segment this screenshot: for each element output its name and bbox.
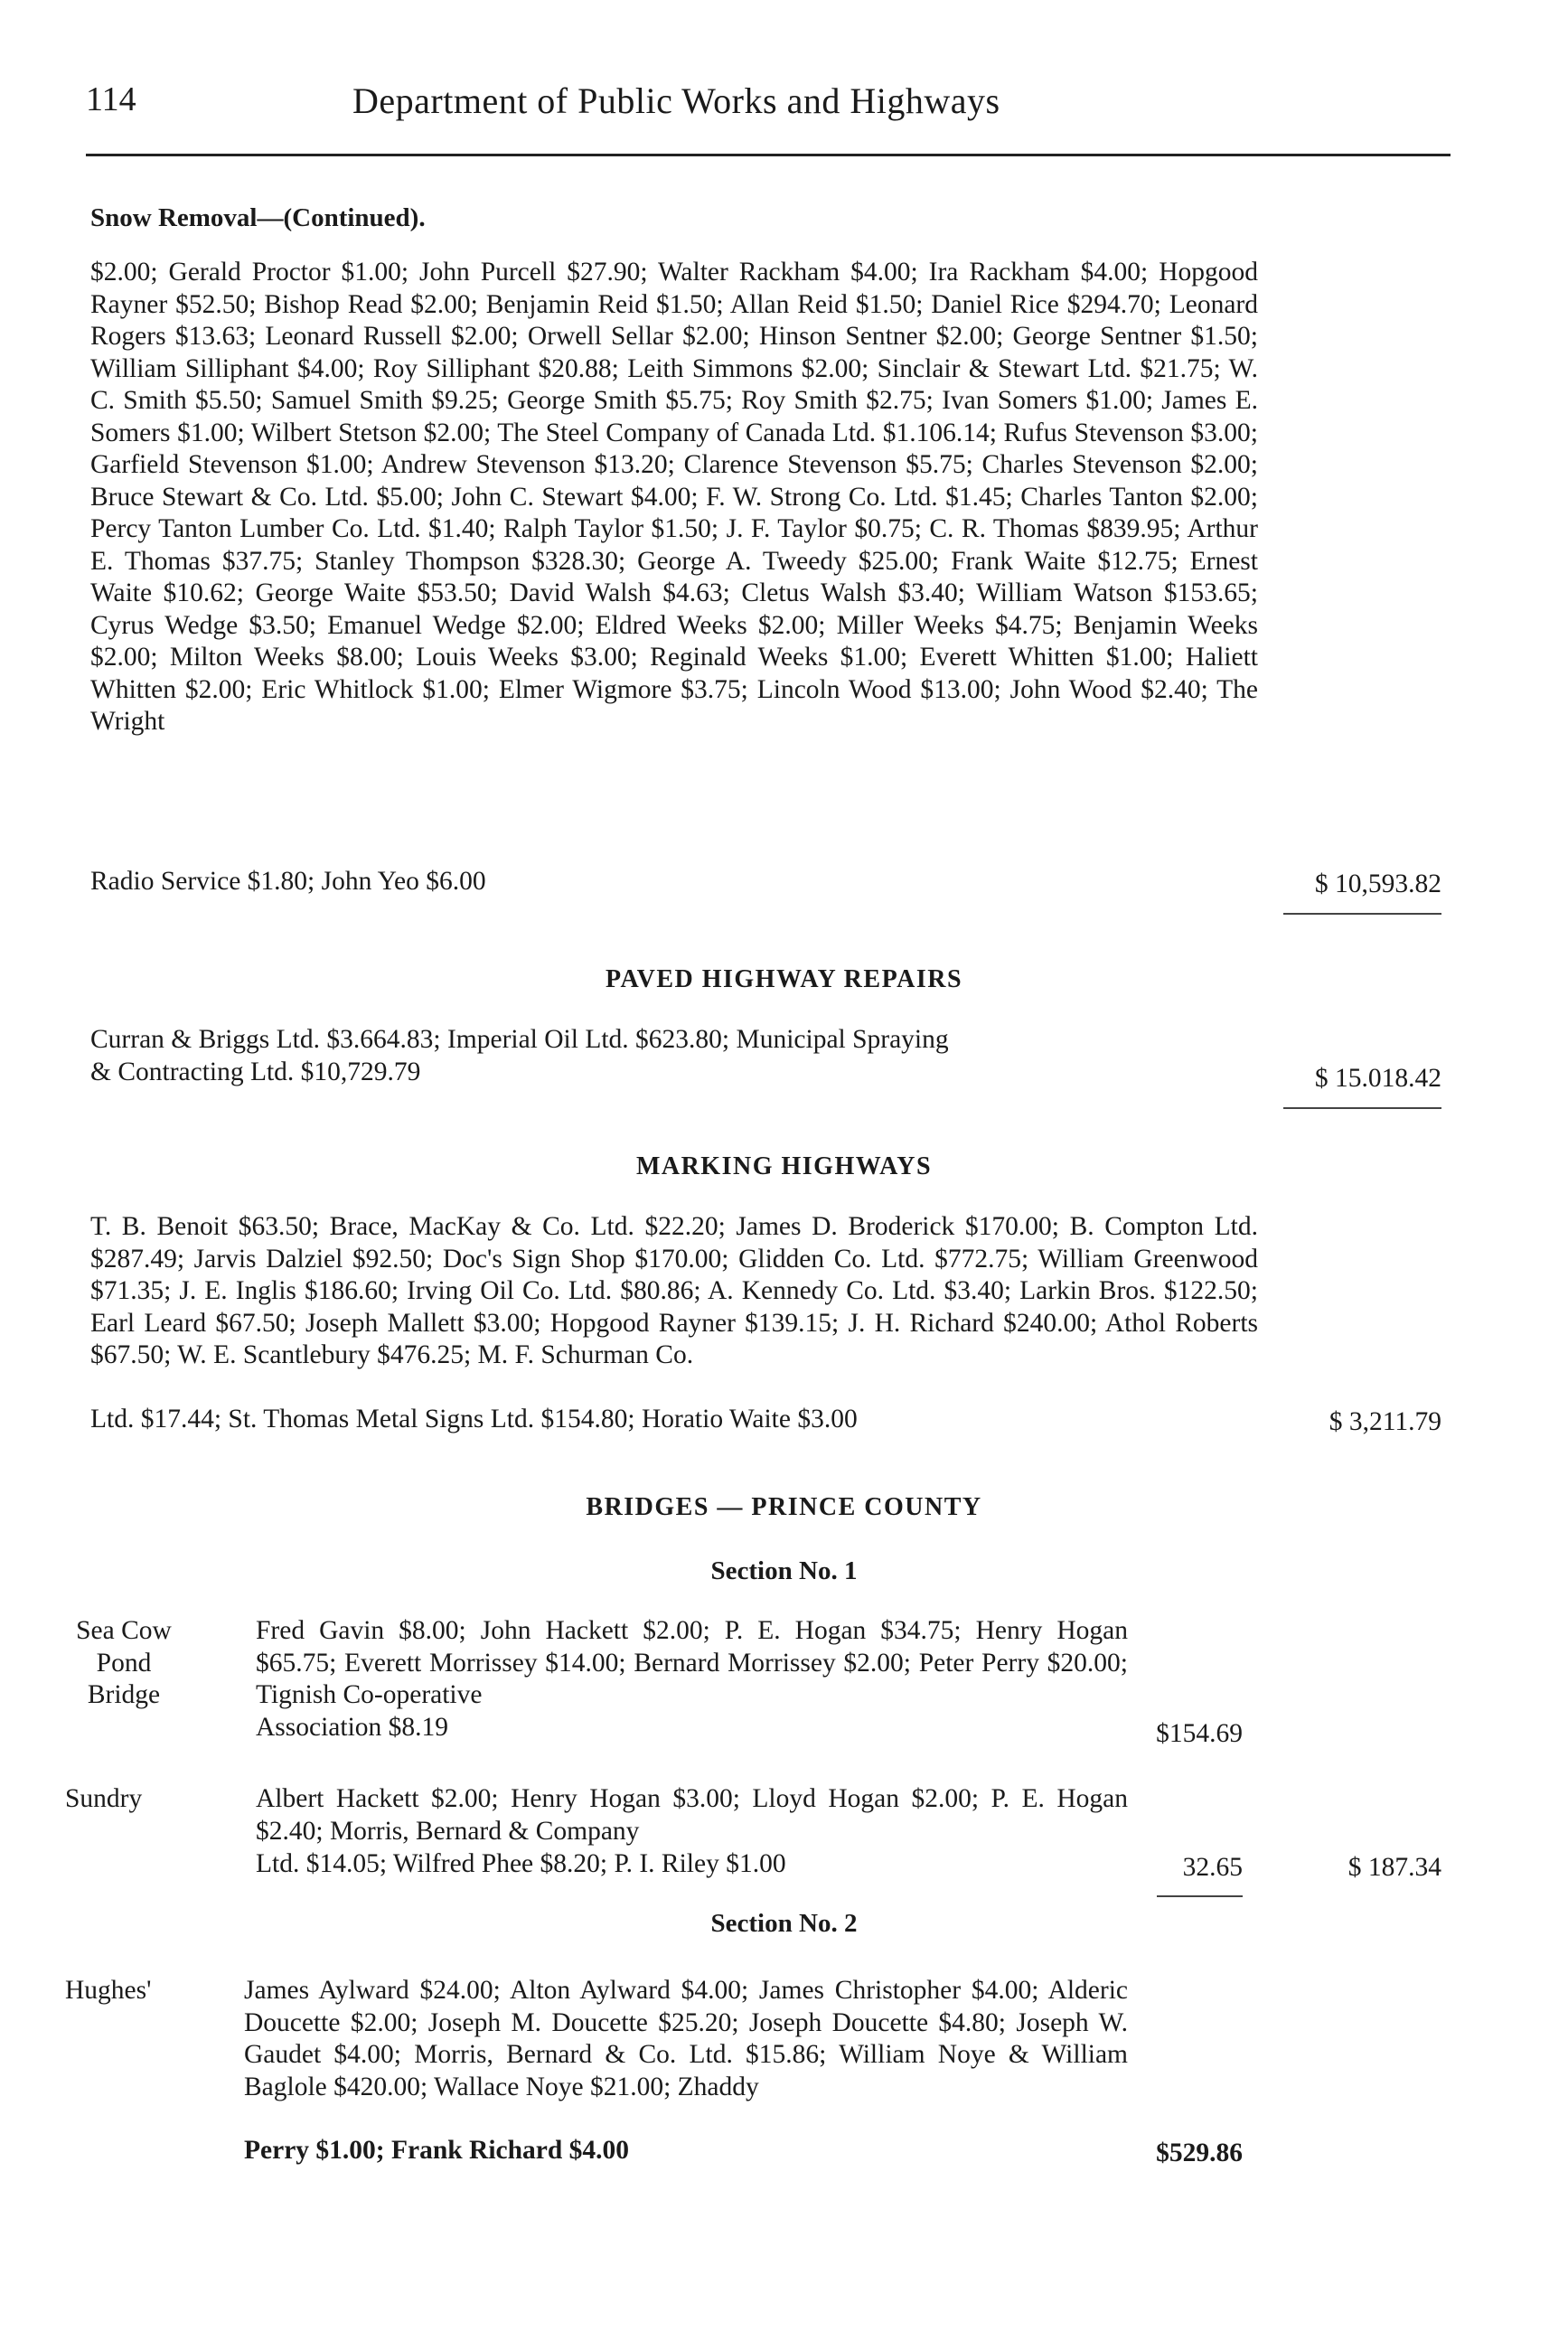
entry-label-hughes: Hughes' bbox=[65, 1976, 152, 2005]
entry-amount-sea-cow-pond: $154.69 bbox=[1156, 1719, 1243, 1748]
marking-highways-last-line: Ltd. $17.44; St. Thomas Metal Signs Ltd. $154.80; Horatio Waite $3.00 bbox=[90, 1405, 858, 1434]
paved-highway-total: $ 15.018.42 bbox=[1314, 1064, 1441, 1093]
entry-text-hughes: James Aylward $24.00; Alton Aylward $4.00; James Christopher $4.00; Alderic Doucette $2.00; Joseph M. Doucette $25.20; Joseph Doucette $4.80; Joseph W. Gaudet $4.00; Morris, Bernard & Co. Ltd. $15.86; William Noye & William Baglole $420.00; Wallace Noye $21.00; Zhaddy bbox=[244, 1976, 1128, 2101]
entry-last-line-hughes: Perry $1.00; Frank Richard $4.00 bbox=[244, 2136, 630, 2165]
header-rule bbox=[86, 154, 1451, 156]
section-1-total: $ 187.34 bbox=[1347, 1853, 1441, 1882]
marking-highways-total: $ 3,211.79 bbox=[1329, 1407, 1441, 1436]
section-no-1-heading: Section No. 1 bbox=[710, 1556, 858, 1585]
entry-label-sea-cow-pond: Sea Cow Pond Bridge bbox=[76, 1616, 172, 1709]
section-heading-bridges: BRIDGES — PRINCE COUNTY bbox=[586, 1493, 982, 1521]
entry-last-line-sea-cow-pond: Association $8.19 bbox=[256, 1713, 449, 1742]
snow-removal-text: $2.00; Gerald Proctor $1.00; John Purcell $27.90; Walter Rackham $4.00; Ira Rackham $4.00; Hopgood Rayner $52.50; Bishop Read $2.00; Benjamin Reid $1.50; Allan Reid $1.50; Daniel Rice $294.70; Leonard Rogers $13.63; Leonard Russell $2.00; Orwell Sellar $2.00; Hinson Sentner $2.00; George Sentner $1.50; William Silliphant $4.00; Roy Silliphant $20.88; Leith Simmons $2.00; Sinclair & Stewart Ltd. $21.75; W. C. Smith $5.50; Samuel Smith $9.25; George Smith $5.75; Roy Smith $2.75; Ivan Somers $1.00; James E. Somers $1.00; Wilbert Stetson $2.00; The Steel Company of Canada Ltd. $1.106.14; Rufus Stevenson $3.00; Garfield Stevenson $1.00; Andrew Stevenson $13.20; Clarence Stevenson $5.75; Charles Stevenson $2.00; Bruce Stewart & Co. Ltd. $5.00; John C. Stewart $4.00; F. W. Strong Co. Ltd. $1.45; Charles Tanton $2.00; Percy Tanton Lumber Co. Ltd. $1.40; Ralph Taylor $1.50; J. F. Taylor $0.75; C. R. Thomas $839.95; Arthur E. Thomas $37.75; Stanley Thompson $328.30; George A. Tweedy $25.00; Frank Waite $12.75; Ernest Waite $10.62; George Waite $53.50; David Walsh $4.63; Cletus Walsh $3.40; William Watson $153.65; Cyrus Wedge $3.50; Emanuel Wedge $2.00; Eldred Weeks $2.00; Miller Weeks $4.75; Benjamin Weeks $2.00; Milton Weeks $8.00; Louis Weeks $3.00; Reginald Weeks $1.00; Everett Whitten $1.00; Haliett Whitten $2.00; Eric Whitlock $1.00; Elmer Wigmore $3.75; Lincoln Wood $13.00; John Wood $2.40; The Wright bbox=[90, 258, 1258, 736]
marking-highways-text: T. B. Benoit $63.50; Brace, MacKay & Co. Ltd. $22.20; James D. Broderick $170.00; B. Compton Ltd. $287.49; Jarvis Dalziel $92.50; Doc's Sign Shop $170.00; Glidden Co. Ltd. $772.75; William Greenwood $71.35; J. E. Inglis $186.60; Irving Oil Co. Ltd. $80.86; A. Kennedy Co. Ltd. $3.40; Larkin Bros. $122.50; Earl Leard $67.50; Joseph Mallett $3.00; Hopgood Rayner $139.15; J. H. Richard $240.00; Athol Roberts $67.50; W. E. Scantlebury $476.25; M. F. Schurman Co. bbox=[90, 1212, 1258, 1369]
entry-label-sundry: Sundry bbox=[65, 1784, 143, 1813]
snow-removal-last-line: Radio Service $1.80; John Yeo $6.00 bbox=[90, 867, 486, 896]
section-heading-paved-highway: PAVED HIGHWAY REPAIRS bbox=[605, 965, 963, 993]
page-number: 114 bbox=[86, 80, 136, 118]
paved-highway-last-line: & Contracting Ltd. $10,729.79 bbox=[90, 1058, 421, 1086]
total-rule bbox=[1283, 913, 1441, 915]
section-heading-snow-removal: Snow Removal—(Continued). bbox=[90, 203, 426, 232]
section-no-2-heading: Section No. 2 bbox=[710, 1909, 858, 1938]
section-heading-marking-highways: MARKING HIGHWAYS bbox=[635, 1152, 933, 1180]
entry-last-line-sundry: Ltd. $14.05; Wilfred Phee $8.20; P. I. Riley $1.00 bbox=[256, 1849, 786, 1878]
snow-removal-total: $ 10,593.82 bbox=[1314, 870, 1441, 898]
entry-amount-hughes: $529.86 bbox=[1156, 2138, 1243, 2167]
entry-text-sea-cow-pond: Fred Gavin $8.00; John Hackett $2.00; P. E. Hogan $34.75; Henry Hogan $65.75; Everett Morrissey $14.00; Bernard Morrissey $2.00; Peter Perry $20.00; Tignish Co-operative bbox=[256, 1616, 1128, 1709]
total-rule bbox=[1283, 1107, 1441, 1109]
paved-highway-text: Curran & Briggs Ltd. $3.664.83; Imperial Oil Ltd. $623.80; Municipal Spraying bbox=[90, 1025, 949, 1054]
page-title: Department of Public Works and Highways bbox=[352, 80, 1000, 121]
entry-text-sundry: Albert Hackett $2.00; Henry Hogan $3.00; Lloyd Hogan $2.00; P. E. Hogan $2.40; Morris, Bernard & Company bbox=[256, 1784, 1128, 1846]
entry-amount-sundry: 32.65 bbox=[1182, 1853, 1243, 1882]
subtotal-rule bbox=[1157, 1895, 1243, 1897]
